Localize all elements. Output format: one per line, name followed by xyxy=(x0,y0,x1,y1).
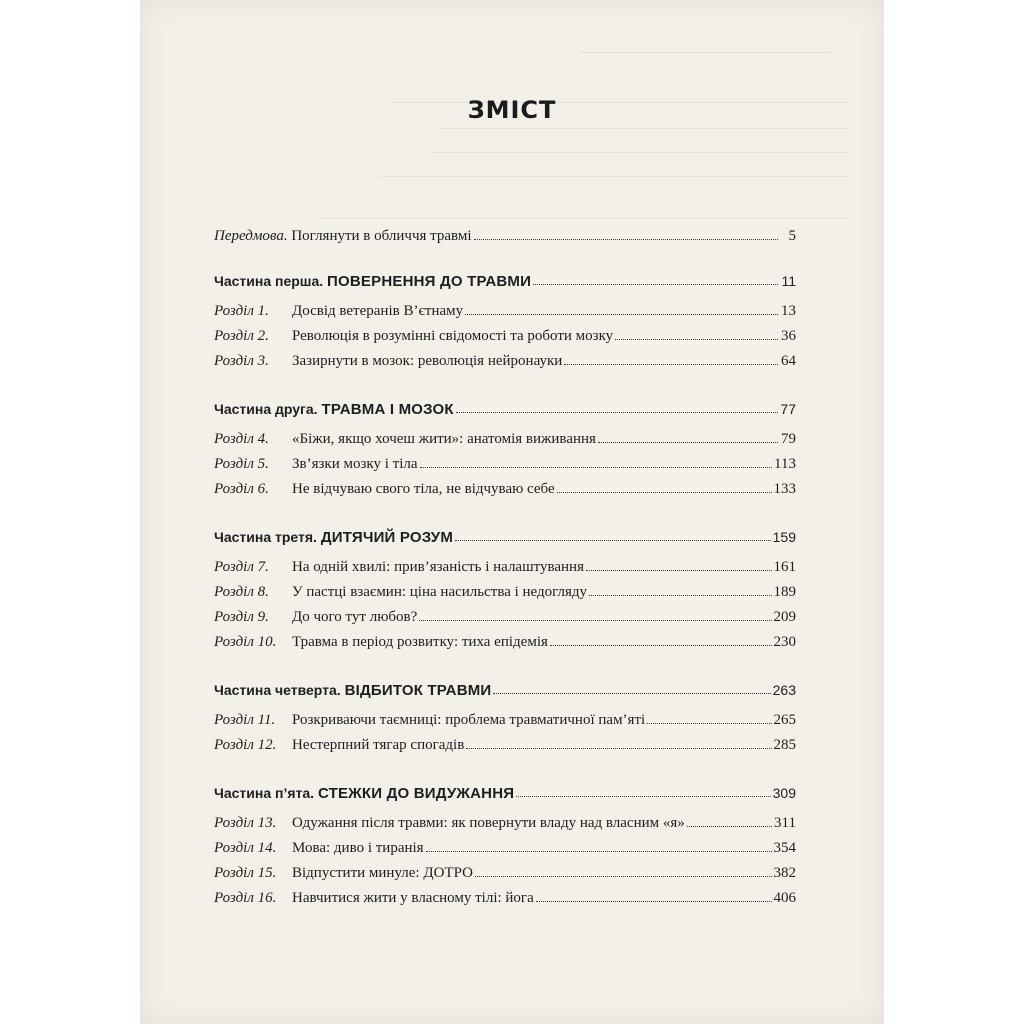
chapter-title: До чого тут любов? xyxy=(292,609,418,625)
toc-part-2[interactable] xyxy=(214,397,796,422)
bleed-through-decoration xyxy=(430,142,850,153)
dot-leader xyxy=(533,283,778,285)
chapter-page-number: 161 xyxy=(773,559,796,575)
toc-chapter-15[interactable] xyxy=(214,861,796,886)
dot-leader xyxy=(589,594,771,596)
part-title: ПОВЕРНЕННЯ ДО ТРАВМИ xyxy=(327,273,532,290)
part-title: ТРАВМА І МОЗОК xyxy=(321,401,454,418)
chapter-page-number: 230 xyxy=(773,634,796,650)
toc-part-1[interactable] xyxy=(214,269,796,294)
toc-chapter-6[interactable] xyxy=(214,477,796,502)
chapter-title: Мова: диво і тиранія xyxy=(292,840,424,856)
dot-leader xyxy=(586,569,772,571)
chapter-number: Розділ 1. xyxy=(214,303,269,319)
toc-chapter-5[interactable] xyxy=(214,452,796,477)
dot-leader xyxy=(475,875,772,877)
preface-label-text: Поглянути в обличчя травмі xyxy=(287,228,472,244)
chapter-title: На одній хвилі: прив’язаність і налаштування xyxy=(292,559,584,575)
chapter-title: Зв’язки мозку і тіла xyxy=(292,456,418,472)
toc-chapter-16[interactable] xyxy=(214,886,796,911)
chapter-title: Нестерпний тягар спогадів xyxy=(292,737,465,753)
part-label xyxy=(214,397,454,422)
chapter-number: Розділ 7. xyxy=(214,559,269,575)
dot-leader xyxy=(465,313,778,315)
chapter-title: Досвід ветеранів В’єтнаму xyxy=(292,303,464,319)
toc-chapter-2[interactable] xyxy=(214,324,796,349)
chapter-title: Травма в період розвитку: тиха епідемія xyxy=(292,634,548,650)
dot-leader xyxy=(550,644,772,646)
toc-part-3[interactable] xyxy=(214,525,796,550)
chapter-number: Розділ 3. xyxy=(214,353,269,369)
part-name: Частина четверта. xyxy=(214,682,341,698)
dot-leader xyxy=(420,466,773,468)
part-name: Частина третя. xyxy=(214,529,317,545)
chapter-page-number: 265 xyxy=(773,712,796,728)
chapter-page-number: 36 xyxy=(781,328,796,344)
chapter-page-number: 285 xyxy=(773,737,796,753)
part-page-number: 11 xyxy=(781,273,796,289)
dot-leader xyxy=(493,692,770,694)
chapter-number: Розділ 16. xyxy=(214,890,277,906)
page-title: ЗМІСТ xyxy=(467,96,557,124)
dot-leader xyxy=(687,825,772,827)
chapter-title: «Біжи, якщо хочеш жити»: анатомія виживання xyxy=(292,431,596,447)
chapter-number: Розділ 10. xyxy=(214,634,277,650)
chapter-title: Одужання після травми: як повернути владу над власним «я» xyxy=(292,815,685,831)
chapter-page-number: 64 xyxy=(781,353,796,369)
part-title: СТЕЖКИ ДО ВИДУЖАННЯ xyxy=(317,785,515,802)
chapter-page-number: 311 xyxy=(774,815,796,831)
toc-chapter-13[interactable] xyxy=(214,811,796,836)
chapter-title: У пастці взаємин: ціна насильства і недогляду xyxy=(292,584,588,600)
toc-chapter-9[interactable] xyxy=(214,605,796,630)
chapter-title: Не відчуваю свого тіла, не відчуваю себе xyxy=(292,481,555,497)
bleed-through-decoration xyxy=(580,40,830,53)
chapter-number: Розділ 11. xyxy=(214,712,276,728)
toc-chapter-8[interactable] xyxy=(214,580,796,605)
toc-chapter-11[interactable] xyxy=(214,708,796,733)
bleed-through-decoration xyxy=(320,208,850,219)
dot-leader xyxy=(557,491,772,493)
part-label xyxy=(214,678,491,703)
dot-leader xyxy=(455,539,771,541)
toc-chapter-12[interactable] xyxy=(214,733,796,758)
chapter-number: Розділ 13. xyxy=(214,815,277,831)
chapter-title: Відпустити минуле: ДОТРО xyxy=(292,865,473,881)
chapter-page-number: 113 xyxy=(774,456,796,472)
chapter-page-number: 13 xyxy=(781,303,796,319)
bleed-through-decoration xyxy=(380,166,850,177)
toc-part-5[interactable] xyxy=(214,781,796,806)
chapter-number: Розділ 5. xyxy=(214,456,269,472)
chapter-number: Розділ 2. xyxy=(214,328,269,344)
part-title: ВІДБИТОК ТРАВМИ xyxy=(344,682,492,699)
part-page-number: 77 xyxy=(780,401,796,417)
preface-label-italic: Передмова. xyxy=(214,228,288,244)
part-name: Частина друга. xyxy=(214,401,318,417)
part-name: Частина перша. xyxy=(214,273,324,289)
toc-chapter-3[interactable] xyxy=(214,349,796,374)
part-label xyxy=(214,525,453,550)
dot-leader xyxy=(426,850,772,852)
part-name: Частина п’ята. xyxy=(214,785,315,801)
chapter-title: Розкриваючи таємниці: проблема травматичної пам’яті xyxy=(292,712,646,728)
dot-leader xyxy=(536,900,772,902)
chapter-number: Розділ 6. xyxy=(214,481,269,497)
dot-leader xyxy=(647,722,771,724)
dot-leader xyxy=(598,441,778,443)
chapter-page-number: 354 xyxy=(773,840,796,856)
chapter-page-number: 133 xyxy=(773,481,796,497)
chapter-number: Розділ 9. xyxy=(214,609,269,625)
chapter-number: Розділ 8. xyxy=(214,584,269,600)
dot-leader xyxy=(456,411,778,413)
toc-chapter-14[interactable] xyxy=(214,836,796,861)
part-page-number: 159 xyxy=(772,529,796,545)
chapter-page-number: 189 xyxy=(773,584,796,600)
toc-part-4[interactable] xyxy=(214,678,796,703)
chapter-number: Розділ 15. xyxy=(214,865,277,881)
part-page-number: 309 xyxy=(772,785,796,801)
chapter-title: Революція в розумінні свідомості та роботи мозку xyxy=(292,328,614,344)
chapter-number: Розділ 14. xyxy=(214,840,277,856)
book-page xyxy=(140,0,884,1024)
dot-leader xyxy=(419,619,771,621)
part-page-number: 263 xyxy=(772,682,796,698)
toc-chapter-1[interactable] xyxy=(214,299,796,324)
dot-leader xyxy=(474,238,778,240)
dot-leader xyxy=(564,363,778,365)
chapter-number: Розділ 4. xyxy=(214,431,269,447)
dot-leader xyxy=(516,795,770,797)
toc-chapter-4[interactable] xyxy=(214,427,796,452)
preface-label xyxy=(214,224,472,249)
chapter-number: Розділ 12. xyxy=(214,737,277,753)
dot-leader xyxy=(615,338,778,340)
chapter-title: Навчитися жити у власному тілі: йога xyxy=(292,890,534,906)
chapter-page-number: 406 xyxy=(773,890,796,906)
chapter-page-number: 382 xyxy=(773,865,796,881)
toc-chapter-10[interactable] xyxy=(214,630,796,655)
part-label xyxy=(214,269,531,294)
toc-chapter-7[interactable] xyxy=(214,555,796,580)
toc-preface[interactable] xyxy=(214,224,796,249)
dot-leader xyxy=(466,747,771,749)
table-of-contents xyxy=(214,224,796,911)
chapter-page-number: 79 xyxy=(781,431,796,447)
chapter-page-number: 209 xyxy=(773,609,796,625)
preface-page-number: 5 xyxy=(788,228,796,244)
part-title: ДИТЯЧИЙ РОЗУМ xyxy=(320,529,454,546)
chapter-title: Зазирнути в мозок: революція нейронауки xyxy=(292,353,563,369)
part-label xyxy=(214,781,514,806)
